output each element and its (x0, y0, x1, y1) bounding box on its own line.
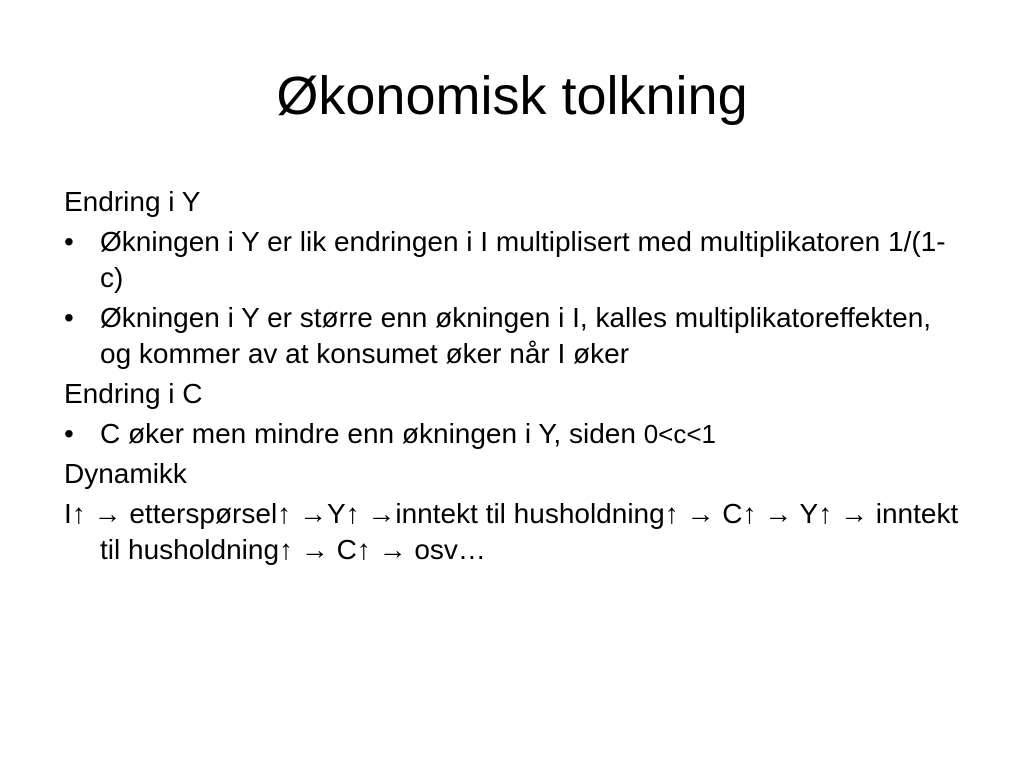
bullet-dot: • (64, 226, 74, 257)
bullet-text: Økningen i Y er lik endringen i I multiplisert med multiplikatoren 1/(1-c) (100, 226, 946, 293)
slide-title: Økonomisk tolkning (276, 66, 748, 126)
bullet-dot: • (64, 302, 74, 333)
heading-dynamikk: Dynamikk (64, 458, 187, 489)
condition-text: 0<c<1 (643, 419, 716, 449)
bullet-item (64, 224, 960, 296)
heading-endring-c: Endring i C (64, 378, 203, 409)
bullet-text: Økningen i Y er større enn økningen i I, kalles multiplikatoreffekten, og kommer av at konsumet øker når I øker (100, 302, 932, 369)
bullet-item (64, 300, 960, 372)
heading-endring-y: Endring i Y (64, 186, 201, 217)
bullet-text: C øker men mindre enn økningen i Y, siden (100, 418, 644, 449)
bullet-item (64, 416, 960, 452)
slide-body (64, 184, 960, 568)
dynamics-flow: I↑ → etterspørsel↑ →Y↑ →inntekt til husholdning↑ → C↑ → Y↑ → inntekt til husholdning↑ → C↑ → osv… (64, 498, 959, 565)
bullet-dot: • (64, 418, 74, 449)
